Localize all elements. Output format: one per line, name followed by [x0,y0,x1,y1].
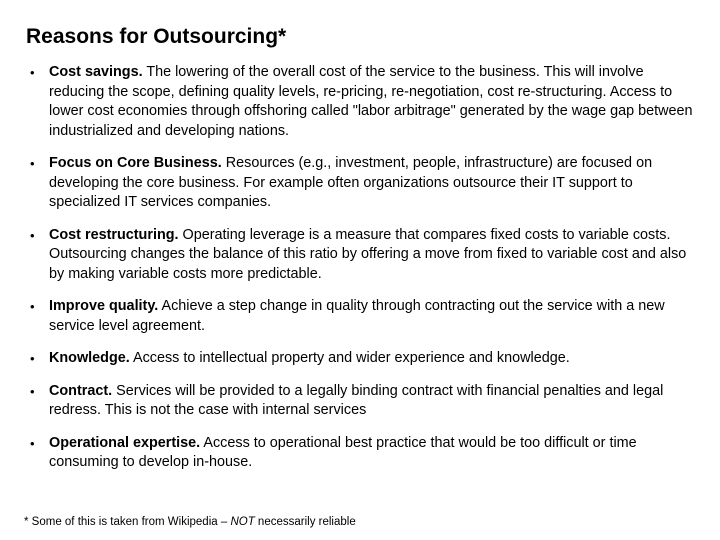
bullet-term: Contract. [49,382,113,399]
bullet-list [28,63,700,486]
footnote-text-after: necessarily reliable [254,516,356,528]
bullet-dot-icon: • [30,299,35,314]
footnote [24,516,356,528]
bullet-dot-icon: • [30,156,35,171]
bullet-text: Operating leverage is a measure that compares fixed costs to variable costs. Outsourcing changes the balance of this ratio by offering a move from fixed to variable cost and also by making variable costs more predictable. [49,226,687,282]
slide-title: Reasons for Outsourcing* [26,25,287,48]
bullet-improve-quality [28,297,700,336]
bullet-term: Operational expertise. [49,434,201,451]
bullet-dot-icon: • [30,383,35,399]
bullet-text: The lowering of the overall cost of the service to the business. This will involve reducing the scope, defining quality levels, re-pricing, re-negotiation, cost re-structuring. Access to lower cost economies through offshoring called "labor arbitrage" generated by the wage gap between industrialized and developing nations. [49,64,693,139]
bullet-term: Cost restructuring. [49,226,179,243]
bullet-text: Services will be provided to a legally binding contract with financial penalties and legal redress. This is not the case with internal services [49,382,664,418]
bullet-term: Improve quality. [49,298,159,314]
bullet-cost-savings [28,63,700,141]
bullet-cost-restructuring [28,226,700,285]
bullet-term: Knowledge. [49,350,130,366]
footnote-emphasis: NOT [230,516,255,528]
bullet-knowledge [28,349,700,369]
bullet-contract [28,382,700,421]
bullet-dot-icon: • [30,435,35,451]
bullet-dot-icon: • [30,227,35,243]
bullet-term: Cost savings. [49,64,143,80]
bullet-text: Achieve a step change in quality through contracting out the service with a new service level agreement. [49,298,665,334]
bullet-dot-icon: • [30,351,35,366]
bullet-text: Resources (e.g., investment, people, infrastructure) are focused on developing the core business. For example often organizations outsource their IT support to specialized IT services companies. [49,155,653,210]
footnote-text-before: * Some of this is taken from Wikipedia – [24,516,231,528]
bullet-text: Access to intellectual property and wider experience and knowledge. [129,350,570,366]
bullet-text: Access to operational best practice that would be too difficult or time consuming to develop in-house. [49,434,637,470]
bullet-dot-icon: • [30,65,35,80]
bullet-operational-expertise [28,434,700,473]
bullet-term: Focus on Core Business. [49,155,222,171]
bullet-focus-core-business [28,154,700,213]
